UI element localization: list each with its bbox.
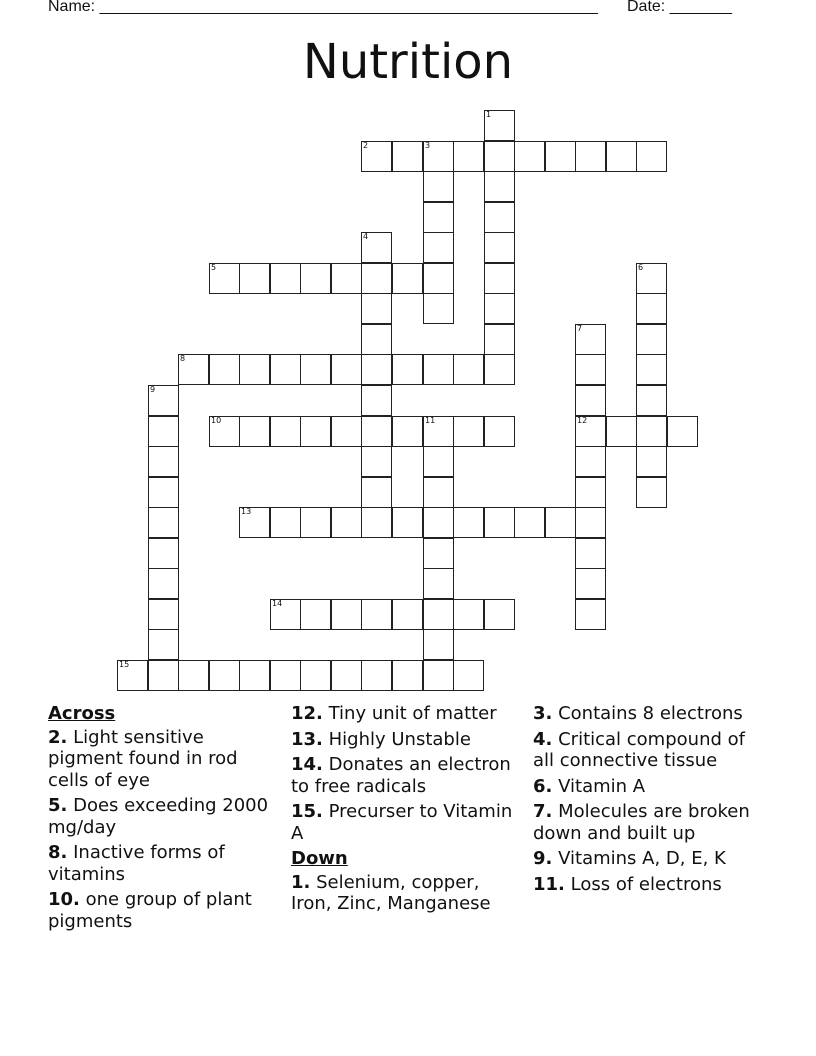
crossword-cell[interactable] — [392, 141, 423, 172]
crossword-cell[interactable] — [361, 446, 392, 477]
clue-text: Does exceeding 2000 mg/day — [48, 795, 269, 838]
crossword-cell[interactable] — [148, 538, 179, 569]
crossword-cell[interactable] — [331, 354, 362, 385]
crossword-cell[interactable] — [545, 507, 576, 538]
crossword-cell[interactable] — [423, 446, 454, 477]
clue-number: 9 — [150, 385, 156, 394]
crossword-cell[interactable] — [148, 599, 179, 630]
crossword-cell[interactable] — [392, 354, 423, 385]
crossword-cell[interactable] — [575, 507, 606, 538]
clue-item — [533, 703, 768, 725]
crossword-cell[interactable] — [484, 293, 515, 324]
crossword-cell[interactable] — [514, 507, 545, 538]
crossword-cell[interactable] — [239, 416, 270, 447]
crossword-cell[interactable] — [423, 141, 454, 172]
clue-text: Precurser to Vitamin A — [291, 801, 513, 844]
clue-num: 1. — [291, 871, 311, 893]
clue-number: 8 — [180, 354, 186, 363]
crossword-cell[interactable] — [575, 599, 606, 630]
clue-number: 10 — [211, 416, 222, 425]
crossword-cell[interactable] — [453, 416, 484, 447]
crossword-cell[interactable] — [484, 141, 515, 172]
crossword-cell[interactable] — [484, 263, 515, 294]
crossword-cell[interactable] — [331, 507, 362, 538]
clue-item — [48, 727, 276, 792]
clue-column-3 — [533, 703, 768, 899]
crossword-cell[interactable] — [423, 477, 454, 508]
crossword-cell[interactable] — [636, 354, 667, 385]
clue-number: 15 — [119, 660, 130, 669]
crossword-cell[interactable] — [484, 202, 515, 233]
clue-number: 7 — [577, 324, 583, 333]
clue-number: 13 — [241, 507, 252, 516]
crossword-cell[interactable] — [484, 171, 515, 202]
clue-item — [533, 848, 768, 870]
crossword-cell[interactable] — [361, 416, 392, 447]
clue-num: 13. — [291, 728, 323, 750]
crossword-cell[interactable] — [331, 263, 362, 294]
clue-num: 12. — [291, 703, 323, 724]
crossword-cell[interactable] — [423, 568, 454, 599]
crossword-cell[interactable] — [270, 354, 301, 385]
crossword-cell[interactable] — [239, 507, 270, 538]
clue-text: Inactive forms of vitamins — [48, 842, 225, 885]
crossword-cell[interactable] — [514, 141, 545, 172]
clue-text: Tiny unit of matter — [322, 703, 497, 724]
name-label: Name: — [48, 0, 96, 15]
crossword-cell[interactable] — [392, 599, 423, 630]
clue-item — [533, 729, 768, 772]
crossword-cell[interactable] — [361, 263, 392, 294]
crossword-cell[interactable] — [148, 568, 179, 599]
crossword-cell[interactable] — [484, 599, 515, 630]
clue-item — [291, 872, 519, 915]
crossword-cell[interactable] — [667, 416, 698, 447]
crossword-cell[interactable] — [484, 324, 515, 355]
crossword-cell[interactable] — [300, 660, 331, 691]
crossword-cell[interactable] — [453, 660, 484, 691]
clue-item — [48, 795, 276, 838]
crossword-cell[interactable] — [423, 507, 454, 538]
crossword-cell[interactable] — [270, 263, 301, 294]
clue-number: 3 — [425, 141, 431, 150]
clue-text: Molecules are broken down and built up — [533, 801, 750, 844]
clue-item — [291, 729, 519, 751]
crossword-cell[interactable] — [575, 446, 606, 477]
clue-num: 7. — [533, 801, 553, 822]
crossword-cell[interactable] — [178, 660, 209, 691]
clue-num: 15. — [291, 801, 323, 822]
crossword-cell[interactable] — [148, 507, 179, 538]
crossword-cell[interactable] — [636, 293, 667, 324]
crossword-cell[interactable] — [300, 599, 331, 630]
crossword-cell[interactable] — [270, 416, 301, 447]
crossword-cell[interactable] — [148, 629, 179, 660]
crossword-cell[interactable] — [300, 416, 331, 447]
crossword-cell[interactable] — [575, 568, 606, 599]
crossword-cell[interactable] — [423, 293, 454, 324]
clue-text: Selenium, copper, Iron, Zinc, Manganese — [291, 871, 491, 914]
crossword-cell[interactable] — [575, 416, 606, 447]
crossword-cell[interactable] — [300, 263, 331, 294]
page-title: Nutrition — [302, 34, 514, 90]
clue-number: 11 — [425, 416, 436, 425]
crossword-cell[interactable] — [636, 446, 667, 477]
crossword-cell[interactable] — [331, 416, 362, 447]
clue-number: 12 — [577, 416, 588, 425]
clue-num: 4. — [533, 728, 553, 750]
clue-num: 2. — [48, 726, 68, 748]
crossword-cell[interactable] — [484, 110, 515, 141]
clue-text: Light sensitive pigment found in rod cells of eye — [48, 726, 238, 791]
clue-number: 2 — [363, 141, 369, 150]
crossword-cell[interactable] — [361, 507, 392, 538]
crossword-cell[interactable] — [545, 141, 576, 172]
crossword-cell[interactable] — [361, 141, 392, 172]
crossword-cell[interactable] — [270, 507, 301, 538]
crossword-cell[interactable] — [575, 477, 606, 508]
across-heading: Across — [48, 703, 116, 724]
crossword-cell[interactable] — [148, 660, 179, 691]
clue-item — [48, 842, 276, 885]
crossword-cell[interactable] — [575, 354, 606, 385]
crossword-cell[interactable] — [361, 324, 392, 355]
crossword-cell[interactable] — [484, 232, 515, 263]
crossword-cell[interactable] — [270, 660, 301, 691]
crossword-cell[interactable] — [361, 293, 392, 324]
clue-text: Loss of electrons — [564, 873, 722, 895]
crossword-cell[interactable] — [361, 354, 392, 385]
crossword-cell[interactable] — [423, 660, 454, 691]
crossword-cell[interactable] — [178, 354, 209, 385]
crossword-cell[interactable] — [209, 263, 240, 294]
clue-text: Critical compound of all connective tissue — [533, 728, 745, 771]
clue-num: 5. — [48, 795, 68, 816]
crossword-cell[interactable] — [423, 354, 454, 385]
crossword-cell[interactable] — [209, 416, 240, 447]
crossword-cell[interactable] — [392, 507, 423, 538]
clue-item — [533, 801, 768, 844]
clue-item — [533, 776, 768, 798]
crossword-cell[interactable] — [239, 354, 270, 385]
crossword-cell[interactable] — [331, 660, 362, 691]
crossword-cell[interactable] — [361, 232, 392, 263]
clue-text: Vitamin A — [552, 775, 646, 797]
down-heading: Down — [291, 848, 348, 869]
clue-text: Vitamins A, D, E, K — [552, 848, 726, 869]
clue-num: 3. — [533, 703, 553, 724]
clue-text: Contains 8 electrons — [552, 703, 743, 724]
crossword-cell[interactable] — [300, 354, 331, 385]
clue-num: 11. — [533, 873, 565, 895]
crossword-cell[interactable] — [453, 141, 484, 172]
crossword-cell[interactable] — [423, 202, 454, 233]
clue-item — [48, 889, 276, 932]
crossword-cell[interactable] — [239, 660, 270, 691]
crossword-cell[interactable] — [423, 416, 454, 447]
clue-num: 8. — [48, 842, 68, 863]
clue-num: 14. — [291, 754, 323, 775]
crossword-cell[interactable] — [484, 507, 515, 538]
crossword-cell[interactable] — [392, 416, 423, 447]
clue-text: Donates an electron to free radicals — [291, 754, 511, 797]
crossword-cell[interactable] — [361, 477, 392, 508]
crossword-cell[interactable] — [423, 538, 454, 569]
clue-number: 1 — [486, 110, 492, 119]
crossword-cell[interactable] — [423, 171, 454, 202]
crossword-cell[interactable] — [423, 263, 454, 294]
crossword-cell[interactable] — [453, 507, 484, 538]
clue-column-1 — [48, 703, 276, 936]
crossword-cell[interactable] — [636, 416, 667, 447]
crossword-cell[interactable] — [636, 263, 667, 294]
clue-number: 6 — [638, 263, 644, 272]
crossword-cell[interactable] — [423, 599, 454, 630]
crossword-cell[interactable] — [392, 263, 423, 294]
crossword-cell[interactable] — [453, 354, 484, 385]
crossword-cell[interactable] — [423, 629, 454, 660]
clue-item — [291, 801, 519, 844]
clue-column-2 — [291, 703, 519, 919]
crossword-cell[interactable] — [606, 141, 637, 172]
clue-number: 4 — [363, 232, 369, 241]
crossword-cell[interactable] — [209, 354, 240, 385]
clue-text: one group of plant pigments — [48, 889, 252, 932]
crossword-cell[interactable] — [575, 538, 606, 569]
name-line: ________________________________________________________ — [99, 0, 598, 15]
crossword-cell[interactable] — [636, 141, 667, 172]
clue-num: 10. — [48, 889, 80, 910]
clue-num: 6. — [533, 775, 553, 797]
crossword-cell[interactable] — [148, 446, 179, 477]
crossword-cell[interactable] — [636, 324, 667, 355]
date-line: _______ — [669, 0, 732, 15]
crossword-cell[interactable] — [148, 416, 179, 447]
crossword-cell[interactable] — [361, 660, 392, 691]
crossword-cell[interactable] — [331, 599, 362, 630]
crossword-cell[interactable] — [361, 599, 392, 630]
crossword-cell[interactable] — [117, 660, 148, 691]
clue-num: 9. — [533, 848, 553, 869]
clue-item — [291, 703, 519, 725]
clue-item — [291, 754, 519, 797]
crossword-cell[interactable] — [148, 477, 179, 508]
clue-item — [533, 874, 768, 896]
crossword-cell[interactable] — [361, 385, 392, 416]
crossword-cell[interactable] — [300, 507, 331, 538]
crossword-cell[interactable] — [575, 141, 606, 172]
clue-number: 5 — [211, 263, 217, 272]
clue-text: Highly Unstable — [322, 728, 471, 750]
crossword-cell[interactable] — [209, 660, 240, 691]
crossword-cell[interactable] — [484, 354, 515, 385]
crossword-cell[interactable] — [423, 232, 454, 263]
crossword-cell[interactable] — [636, 385, 667, 416]
crossword-cell[interactable] — [575, 385, 606, 416]
clue-number: 14 — [272, 599, 283, 608]
crossword-cell[interactable] — [606, 416, 637, 447]
crossword-cell[interactable] — [392, 660, 423, 691]
crossword-cell[interactable] — [453, 599, 484, 630]
crossword-cell[interactable] — [575, 324, 606, 355]
crossword-cell[interactable] — [239, 263, 270, 294]
crossword-cell[interactable] — [636, 477, 667, 508]
crossword-cell[interactable] — [148, 385, 179, 416]
crossword-cell[interactable] — [484, 416, 515, 447]
crossword-cell[interactable] — [270, 599, 301, 630]
date-label: Date: — [627, 0, 666, 15]
